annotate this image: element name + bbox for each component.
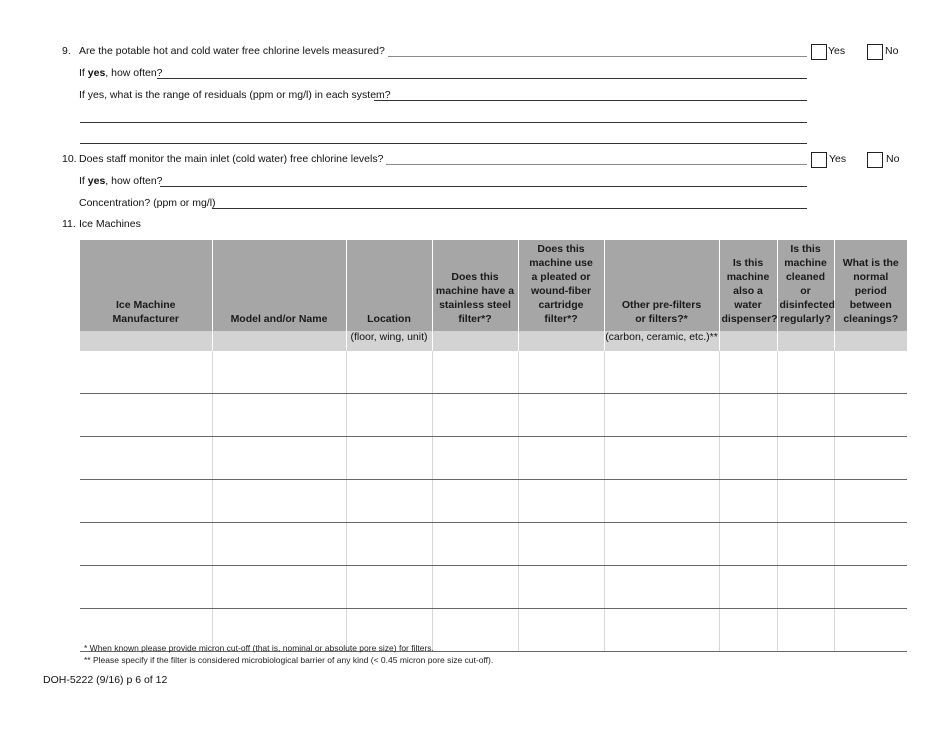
footnote-micron: * When known please provide micron cut-off (that is, nominal or absolute pore size) for filters.: [84, 643, 434, 653]
table-entry-cell[interactable]: [834, 480, 907, 523]
table-entry-cell[interactable]: [777, 480, 834, 523]
table-entry-cell[interactable]: [80, 480, 212, 523]
table-entry-cell[interactable]: [777, 394, 834, 437]
q10-yes-checkbox[interactable]: [811, 152, 827, 168]
q9-range-field-line3[interactable]: [80, 143, 807, 144]
table-entry-cell[interactable]: [834, 394, 907, 437]
table-entry-cell[interactable]: [432, 351, 518, 394]
table-entry-cell[interactable]: [432, 437, 518, 480]
q9-range-field[interactable]: [374, 100, 807, 101]
subheader-location-hint: (floor, wing, unit): [346, 331, 432, 351]
subheader-cell: [212, 331, 346, 351]
form-id: DOH-5222 (9/16) p 6 of 12: [43, 674, 168, 686]
q11-number: 11.: [62, 218, 76, 230]
subheader-cell: [777, 331, 834, 351]
table-entry-cell[interactable]: [604, 351, 719, 394]
subheader-cell: [518, 331, 604, 351]
table-entry-cell[interactable]: [719, 523, 777, 566]
q9-often-field[interactable]: [157, 78, 807, 79]
subheader-other-filters-hint: (carbon, ceramic, etc.)**: [604, 331, 719, 351]
table-row: [80, 351, 907, 394]
footnote-barrier: ** Please specify if the filter is considered microbiological barrier of any kind (< 0.45 micron pore size cut-off).: [84, 655, 494, 665]
table-entry-cell[interactable]: [834, 351, 907, 394]
table-entry-cell[interactable]: [604, 566, 719, 609]
subheader-cell: [719, 331, 777, 351]
q9-yes-checkbox[interactable]: [811, 44, 827, 60]
table-entry-cell[interactable]: [80, 523, 212, 566]
table-row: [80, 437, 907, 480]
table-row: [80, 480, 907, 523]
table-entry-cell[interactable]: [212, 437, 346, 480]
q9-number: 9.: [62, 45, 71, 57]
subheader-cell: [834, 331, 907, 351]
table-entry-cell[interactable]: [80, 437, 212, 480]
table-entry-cell[interactable]: [777, 523, 834, 566]
table-entry-cell[interactable]: [432, 609, 518, 652]
table-entry-cell[interactable]: [432, 566, 518, 609]
table-entry-cell[interactable]: [346, 437, 432, 480]
table-entry-cell[interactable]: [719, 566, 777, 609]
table-row: [80, 394, 907, 437]
table-entry-cell[interactable]: [604, 609, 719, 652]
q10-followup-often: If yes, how often?: [79, 175, 166, 187]
ice-machines-table: [80, 240, 907, 652]
col-header-location: Location: [346, 240, 432, 331]
table-entry-cell[interactable]: [777, 351, 834, 394]
table-entry-cell[interactable]: [346, 394, 432, 437]
table-entry-cell[interactable]: [346, 523, 432, 566]
table-entry-cell[interactable]: [346, 566, 432, 609]
table-entry-cell[interactable]: [777, 437, 834, 480]
table-entry-cell[interactable]: [834, 523, 907, 566]
table-entry-cell[interactable]: [834, 566, 907, 609]
q10-no-label: No: [886, 153, 900, 165]
col-header-model: Model and/or Name: [212, 240, 346, 331]
table-entry-cell[interactable]: [518, 394, 604, 437]
q10-no-checkbox[interactable]: [867, 152, 883, 168]
q9-followup-range: If yes, what is the range of residuals (ppm or mg/l) in each system?: [79, 89, 394, 101]
table-entry-cell[interactable]: [604, 437, 719, 480]
q10-number: 10.: [62, 153, 77, 165]
table-entry-cell[interactable]: [212, 351, 346, 394]
table-entry-cell[interactable]: [346, 480, 432, 523]
q9-followup-often: If yes, how often?: [79, 67, 166, 79]
q9-question: Are the potable hot and cold water free chlorine levels measured?: [79, 45, 388, 57]
table-entry-cell[interactable]: [518, 437, 604, 480]
table-entry-cell[interactable]: [777, 609, 834, 652]
col-header-other-filters: Other pre-filters or filters?*: [604, 240, 719, 331]
q9-yes-label: Yes: [828, 45, 846, 57]
table-entry-cell[interactable]: [212, 523, 346, 566]
col-header-stainless-filter: Does this machine have a stainless steel filter*?: [432, 240, 518, 331]
col-header-water-dispenser: Is this machine also a water dispenser?: [719, 240, 777, 331]
table-entry-cell[interactable]: [432, 480, 518, 523]
table-entry-cell[interactable]: [719, 609, 777, 652]
table-entry-cell[interactable]: [518, 351, 604, 394]
q9-range-field-line2[interactable]: [80, 122, 807, 123]
table-entry-cell[interactable]: [834, 609, 907, 652]
col-header-cleaned: Is this machine cleaned or disinfected regularly?: [777, 240, 834, 331]
table-entry-cell[interactable]: [777, 566, 834, 609]
table-entry-cell[interactable]: [212, 480, 346, 523]
table-entry-cell[interactable]: [346, 351, 432, 394]
table-entry-cell[interactable]: [719, 480, 777, 523]
q10-followup-concentration: Concentration? (ppm or mg/l): [79, 197, 219, 209]
table-entry-cell[interactable]: [834, 437, 907, 480]
table-entry-cell[interactable]: [604, 394, 719, 437]
table-header-row: [80, 240, 907, 331]
table-entry-cell[interactable]: [604, 480, 719, 523]
table-entry-cell[interactable]: [432, 523, 518, 566]
table-entry-cell[interactable]: [719, 351, 777, 394]
subheader-cell: [80, 331, 212, 351]
table-entry-cell[interactable]: [518, 566, 604, 609]
table-entry-cell[interactable]: [432, 394, 518, 437]
table-subheader-row: [80, 331, 907, 351]
q9-no-label: No: [885, 45, 899, 57]
q9-no-checkbox[interactable]: [867, 44, 883, 60]
col-header-cleaning-period: What is the normal period between cleanings?: [834, 240, 907, 331]
table-entry-cell[interactable]: [518, 480, 604, 523]
q10-concentration-field[interactable]: [212, 208, 807, 209]
table-entry-cell[interactable]: [212, 566, 346, 609]
q10-question: Does staff monitor the main inlet (cold water) free chlorine levels?: [79, 153, 386, 165]
col-header-cartridge-filter: Does this machine use a pleated or wound-fiber cartridge filter*?: [518, 240, 604, 331]
q11-title: Ice Machines: [79, 218, 144, 230]
table-entry-cell[interactable]: [80, 394, 212, 437]
q10-often-field[interactable]: [160, 186, 807, 187]
table-entry-cell[interactable]: [719, 437, 777, 480]
q10-yes-label: Yes: [829, 153, 847, 165]
table-entry-cell[interactable]: [212, 394, 346, 437]
table-entry-cell[interactable]: [518, 523, 604, 566]
table-entry-cell[interactable]: [518, 609, 604, 652]
table-row: [80, 523, 907, 566]
col-header-manufacturer: Ice Machine Manufacturer: [80, 240, 212, 331]
table-entry-cell[interactable]: [80, 351, 212, 394]
table-entry-cell[interactable]: [80, 566, 212, 609]
table-row: [80, 566, 907, 609]
table-entry-cell[interactable]: [604, 523, 719, 566]
table-entry-cell[interactable]: [719, 394, 777, 437]
subheader-cell: [432, 331, 518, 351]
